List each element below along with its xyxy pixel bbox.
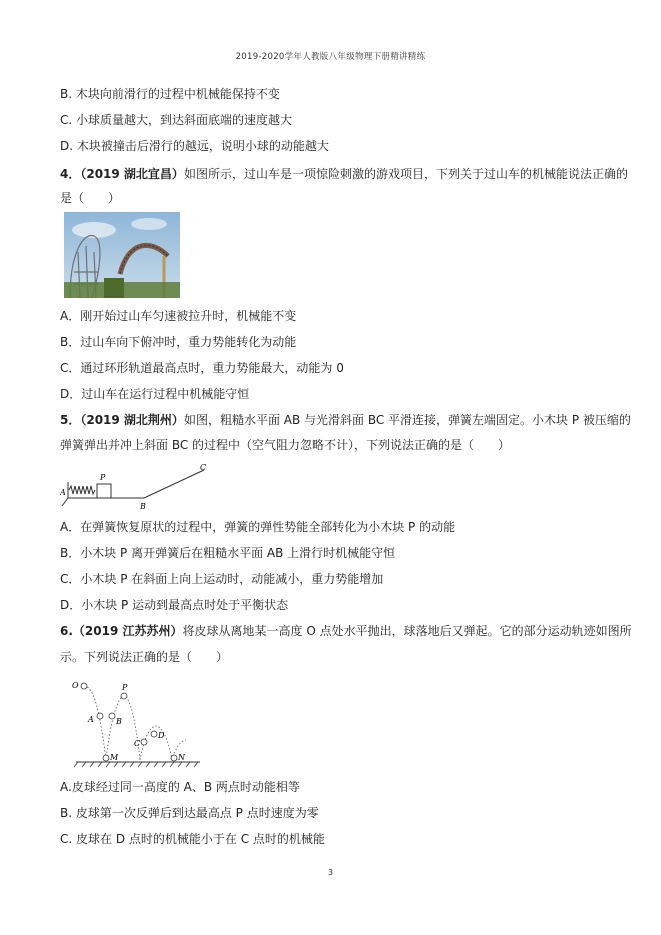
q3-option-c: C. 小球质量越大，到达斜面底端的速度越大 [60,113,293,127]
q4-option-c: C．通过环形轨道最高点时，重力势能最大，动能为 0 [60,361,344,375]
q4-stem-line2: 是（ ） [60,191,121,205]
q5-source: （2019 湖北荆州） [80,413,184,427]
page-header: 2019-2020学年人教版八年级物理下册精讲精练 [235,52,426,62]
q6-option-a: A.皮球经过同一高度的 A、B 两点时动能相等 [60,780,300,794]
q4-stem-line1 [60,166,628,182]
spring-block-incline-diagram [60,462,220,512]
q5-number: 5． [60,413,81,427]
q5-stem-line2: 弹簧弹出并冲上斜面 BC 的过程中（空气阻力忽略不计），下列说法正确的是（ ） [60,438,511,452]
q6-source: （2019 江苏苏州） [72,624,183,638]
q5-stem-line1 [60,412,631,428]
roller-coaster-photo [64,212,180,298]
trajectory-label-a: A [88,715,94,724]
q5-option-a: A．在弹簧恢复原状的过程中，弹簧的弹性势能全部转化为小木块 P 的动能 [60,520,456,534]
diagram-label-p: P [100,473,106,482]
q4-option-a: A．刚开始过山车匀速被拉升时，机械能不变 [60,309,297,323]
diagram-label-c: C [200,463,207,472]
q6-number: 6. [60,624,73,638]
q5-stem-text: 如图，粗糙水平面 AB 与光滑斜面 BC 平滑连接，弹簧左端固定。小木块 P 被压缩的 [183,413,631,427]
diagram-label-b: B [140,502,146,511]
trajectory-label-d: D [158,731,165,740]
q4-option-d: D．过山车在运行过程中机械能守恒 [60,387,250,401]
q6-stem-text: 将皮球从离地某一高度 O 点处水平抛出，球落地后又弹起。它的部分运动轨迹如图所 [182,624,632,638]
q4-option-b: B．过山车向下俯冲时，重力势能转化为动能 [60,335,297,349]
trajectory-label-p: P [122,683,128,692]
q6-stem-line2: 示。下列说法正确的是（ ） [60,650,229,664]
trajectory-label-b: B [116,717,122,726]
q6-stem-line1 [60,623,632,639]
page-number: 3 [327,868,334,877]
q6-option-b: B. 皮球第一次反弹后到达最高点 P 点时速度为零 [60,806,319,820]
q5-option-b: B．小木块 P 离开弹簧后在粗糙水平面 AB 上滑行时机械能守恒 [60,546,396,560]
q4-number: 4． [60,167,81,181]
trajectory-label-n: N [178,753,185,762]
q5-option-d: D．小木块 P 运动到最高点时处于平衡状态 [60,598,289,612]
q5-option-c: C．小木块 P 在斜面上向上运动时，动能减小，重力势能增加 [60,572,384,586]
q3-option-d: D. 木块被撞击后滑行的越远，说明小球的动能越大 [60,139,329,153]
q3-option-b: B. 木块向前滑行的过程中机械能保持不变 [60,87,280,101]
diagram-label-a: A [60,488,66,497]
trajectory-label-m: M [110,753,119,762]
bouncing-ball-trajectory-diagram [66,672,212,772]
q6-option-c: C. 皮球在 D 点时的机械能小于在 C 点时的机械能 [60,832,325,846]
q4-source: （2019 湖北宜昌） [80,167,184,181]
trajectory-label-c: C [134,739,141,748]
q4-stem-text: 如图所示，过山车是一项惊险刺激的游戏项目，下列关于过山车的机械能说法正确的 [183,167,628,181]
trajectory-label-o: O [72,681,79,690]
